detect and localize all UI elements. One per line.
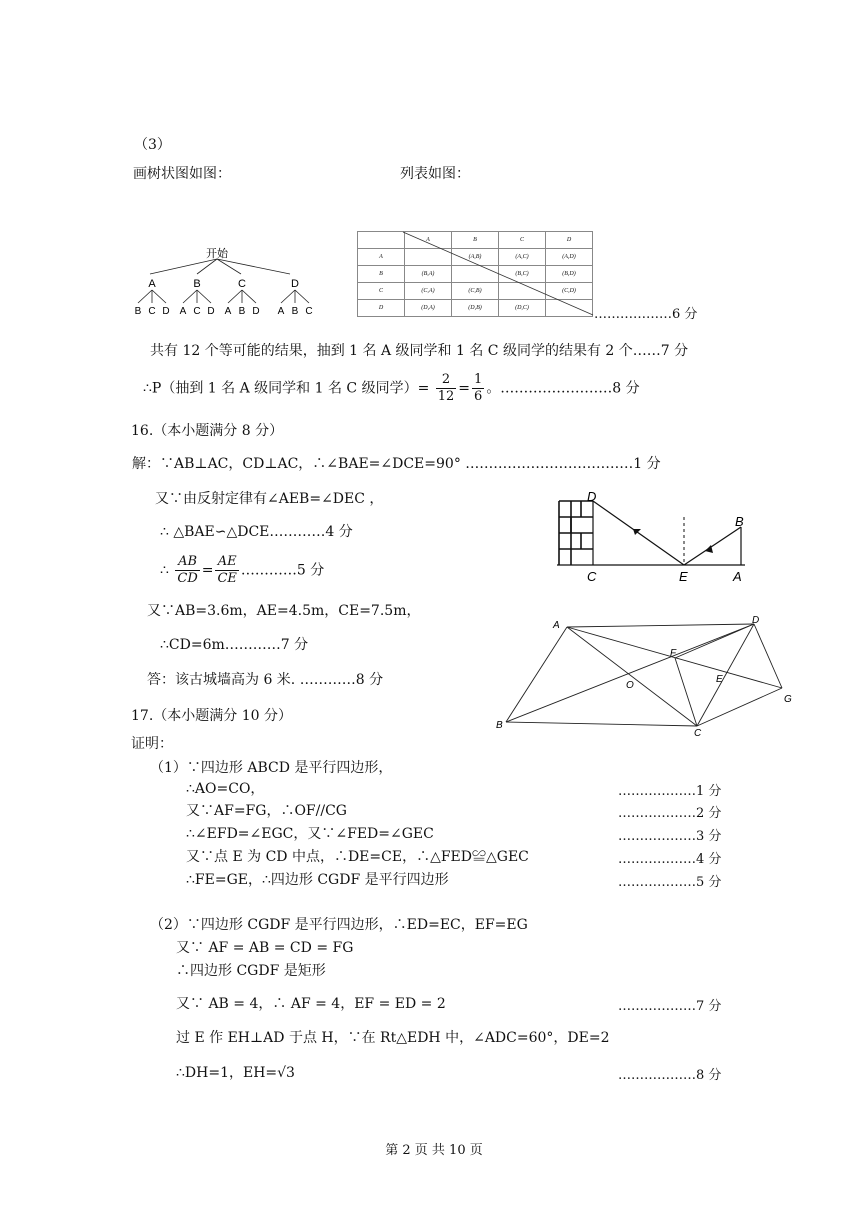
tree-root: 开始: [206, 248, 228, 260]
frac-num: AE: [215, 554, 238, 571]
q17-p2-line3: ∴四边形 CGDF 是矩形: [176, 963, 326, 979]
tree-l1-c: C: [238, 278, 246, 290]
tree-leaf: B: [238, 306, 246, 317]
q17-title: 17.（本小题满分 10 分）: [131, 708, 292, 724]
table-cell: C: [358, 283, 405, 300]
q16-line4: ∴ $\frac{AB}{CD}$ = $\frac{AE}{CE}$ …………5 分: [160, 554, 325, 586]
q16-l4-prefix: ∴: [160, 562, 169, 579]
tree-l1-d: D: [291, 278, 299, 290]
table-cell: (D,B): [452, 300, 499, 317]
page-footer: 第 2 页 共 10 页: [385, 1143, 483, 1158]
prob-prefix: ∴P（抽到 1 名 A 级同学和 1 名 C 级同学）=: [143, 380, 430, 397]
prob-suffix: 。……………………8 分: [486, 380, 640, 397]
q16-line6: ∴CD=6m…………7 分: [160, 637, 309, 653]
table-cell: (C,B): [452, 283, 499, 300]
table-cell: B: [452, 232, 499, 249]
table-caption: 列表如图：: [400, 166, 470, 182]
q16-line2: 又∵由反射定律有∠AEB=∠DEC ，: [155, 491, 384, 507]
tree-leaf: B: [291, 306, 299, 317]
score-7: ………………7 分: [618, 999, 722, 1014]
fraction-ab-cd: [175, 554, 199, 587]
score-5: ………………5 分: [618, 875, 722, 890]
table-cell: (A,C): [499, 249, 546, 266]
table-cell: (D,C): [499, 300, 546, 317]
table-cell: D: [546, 232, 593, 249]
q16-title: 16.（本小题满分 8 分）: [131, 423, 284, 439]
q17-p1-line4: ∴∠EFD=∠EGC，又∵∠FED=∠GEC: [186, 826, 434, 842]
tree-leaf: D: [207, 306, 215, 317]
tree-caption: 画树状图如图：: [133, 166, 231, 182]
q16-line5: 又∵AB=3.6m，AE=4.5m，CE=7.5m，: [147, 603, 421, 619]
table-cell: A: [358, 249, 405, 266]
score-1: ………………1 分: [618, 784, 722, 799]
q17-figure: [490, 610, 800, 738]
label-o: O: [626, 680, 634, 691]
q17-p2-line6: ∴DH=1，EH=√3: [176, 1065, 295, 1081]
q17-p1-line2: ∴AO=CO，: [186, 781, 265, 797]
probability-line: ∴P（抽到 1 名 A 级同学和 1 名 C 级同学）= $\frac{2}{12}$ = $\frac{1}{6}$ 。……………………8 分: [143, 372, 640, 404]
frac-den: 6: [474, 389, 483, 404]
tree-leaf: A: [179, 306, 187, 317]
table-cell: (B,C): [499, 266, 546, 283]
label-c: C: [587, 569, 597, 584]
table-cell: (A,D): [546, 249, 593, 266]
q16-figure: [545, 485, 760, 585]
result-line: 共有 12 个等可能的结果，抽到 1 名 A 级同学和 1 名 C 级同学的结果有 2 个……7 分: [150, 343, 689, 359]
label-d: D: [587, 489, 597, 504]
frac-num: 2: [436, 372, 457, 389]
label-c: C: [694, 728, 702, 738]
q17-p2-line4: 又∵ AB = 4，∴ AF = 4，EF = ED = 2: [176, 996, 446, 1012]
score-8: ………………8 分: [618, 1068, 722, 1083]
label-g: G: [784, 694, 792, 705]
table-cell: (C,A): [405, 283, 452, 300]
q16-line1: 解：∵AB⊥AC，CD⊥AC，∴∠BAE=∠DCE=90° ………………………………1 分: [132, 456, 661, 472]
q17-p2-line1: （2）∵四边形 CGDF 是平行四边形，∴ED=EC，EF=EG: [150, 917, 528, 933]
tree-diagram: [128, 243, 328, 319]
q16-l4-suffix: …………5 分: [240, 562, 325, 579]
q17-p1-line5: 又∵点 E 为 CD 中点，∴DE=CE，∴△FED≌△GEC: [186, 849, 529, 865]
tree-leaf: A: [277, 306, 285, 317]
q17-p2-line5: 过 E 作 EH⊥AD 于点 H，∵在 Rt△EDH 中，∠ADC=60°，DE=2: [176, 1030, 610, 1046]
q17-p1-line6: ∴FE=GE，∴四边形 CGDF 是平行四边形: [186, 872, 449, 888]
table-cell: (B,D): [546, 266, 593, 283]
frac-den: CD: [177, 571, 198, 586]
table-cell: (A,B): [452, 249, 499, 266]
fraction-2-12: [436, 372, 457, 405]
tree-leaf: C: [305, 306, 313, 317]
label-f: F: [670, 648, 677, 659]
q17-p1-line1: （1）∵四边形 ABCD 是平行四边形，: [150, 760, 393, 776]
frac-num: 1: [474, 372, 483, 387]
label-b: B: [496, 720, 503, 731]
table-cell: (B,A): [405, 266, 452, 283]
q17-proof-label: 证明：: [131, 736, 173, 752]
list-table-wrap: [357, 231, 593, 317]
fraction-1-6: [472, 372, 484, 405]
frac-num: AB: [175, 554, 199, 571]
q17-p1-line3: 又∵AF=FG，∴OF//CG: [186, 803, 347, 819]
frac-den: CE: [217, 571, 237, 586]
score-6: ………………6 分: [594, 307, 698, 322]
label-b: B: [735, 514, 744, 529]
table-cell: A: [405, 232, 452, 249]
label-e: E: [716, 674, 723, 685]
table-cell: (C,D): [546, 283, 593, 300]
table-diagonal: [357, 231, 595, 319]
tree-leaf: D: [252, 306, 260, 317]
table-cell: (D,A): [405, 300, 452, 317]
tree-l1-a: A: [148, 278, 156, 290]
table-cell: D: [358, 300, 405, 317]
q16-answer: 答：该古城墙高为 6 米. …………8 分: [147, 672, 384, 688]
tree-l1-b: B: [193, 278, 201, 290]
part3-label: （3）: [134, 137, 171, 153]
label-e: E: [679, 569, 688, 584]
tree-leaf: B: [134, 306, 142, 317]
label-a: A: [553, 620, 560, 631]
tree-leaf: C: [148, 306, 156, 317]
tree-leaf: A: [224, 306, 232, 317]
label-d: D: [752, 615, 760, 626]
fraction-ae-ce: [215, 554, 238, 587]
tree-leaf: D: [162, 306, 170, 317]
score-2: ………………2 分: [618, 806, 722, 821]
q16-line3: ∴ △BAE∽△DCE…………4 分: [160, 524, 353, 540]
tree-leaf: C: [193, 306, 201, 317]
table-cell: B: [358, 266, 405, 283]
label-a: A: [733, 569, 742, 584]
score-4: ………………4 分: [618, 852, 722, 867]
table-cell: C: [499, 232, 546, 249]
q17-p2-line2: 又∵ AF = AB = CD = FG: [176, 940, 354, 956]
score-3: ………………3 分: [618, 829, 722, 844]
frac-den: 12: [437, 389, 455, 404]
